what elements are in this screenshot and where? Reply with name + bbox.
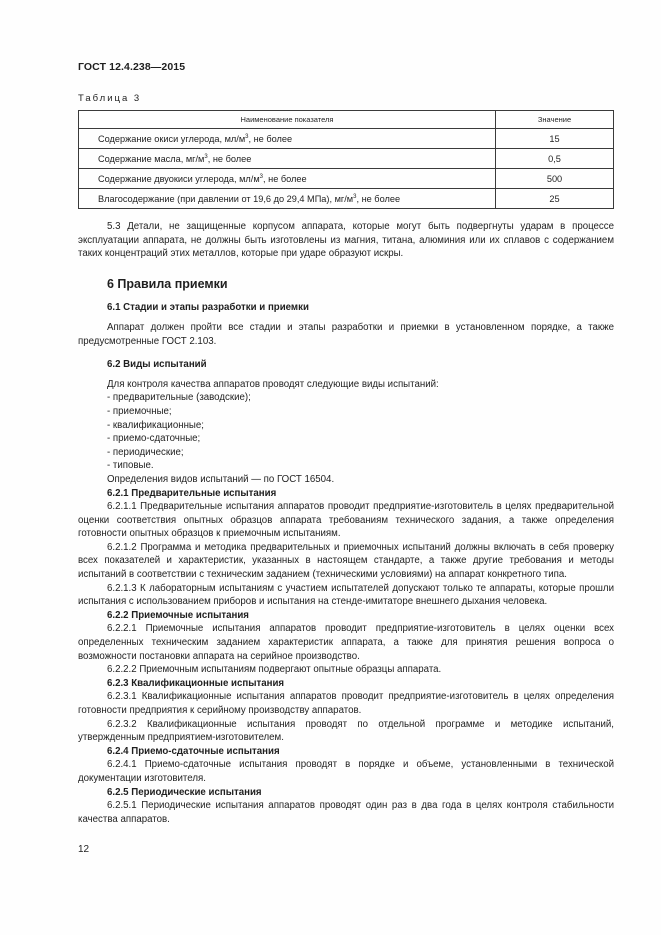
table-row [79, 149, 614, 169]
table-row [79, 129, 614, 149]
list-item: - типовые. [107, 460, 154, 472]
table-caption: Таблица 3 [78, 93, 142, 104]
section-6-title: 6 Правила приемки [107, 276, 228, 291]
section-6-2-2-title: 6.2.2 Приемочные испытания [107, 609, 249, 621]
paragraph-6-2-3-1: 6.2.3.1 Квалификационные испытания аппаратов проводит предприятие-изготовитель в целях определения готовности предприятия к серийному производству аппаратов. [78, 691, 614, 716]
section-6-1-title: 6.1 Стадии и этапы разработки и приемки [107, 302, 309, 314]
indicator-name: Содержание окиси углерода, $мл/м^3$, не более [79, 129, 496, 149]
paragraph-6-2-5-1: 6.2.5.1 Периодические испытания аппаратов проводят один раз в два года в целях контроля стабильности качества аппаратов. [78, 800, 614, 825]
paragraph-6-2-2-1: 6.2.2.1 Приемочные испытания аппаратов проводит предприятие-изготовитель в целях оценки всех определенных техническим заданием характеристик аппарата, а также для принятия решения вопроса о возможности постановки аппарата на серийное производство. [78, 623, 614, 662]
table-row [79, 189, 614, 209]
table-header-row [79, 111, 614, 129]
page-number: 12 [78, 844, 90, 855]
indicator-value: 0,5 [496, 149, 614, 169]
indicator-name: Содержание масла, $мг/м^3$, не более [79, 149, 496, 169]
section-6-2-3-title: 6.2.3 Квалификационные испытания [107, 677, 285, 689]
indicator-value: 15 [496, 129, 614, 149]
indicator-name: Содержание двуокиси углерода, $мл/м^3$, не более [79, 169, 496, 189]
paragraph-5-3: 5.3 Детали, не защищенные корпусом аппарата, которые могут быть подвергнуты ударам в процессе эксплуатации аппарата, не должны быть изготовлены из магния, титана, алюминия или их сплавов с содержанием таких концентраций этих металлов, которые при ударе образуют искры. [78, 221, 614, 260]
section-6-2-1-title: 6.2.1 Предварительные испытания [107, 487, 277, 499]
section-6-1-text: Аппарат должен пройти все стадии и этапы разработки и приемки в установленном порядке, а также предусмотренные ГОСТ 2.103. [78, 321, 614, 347]
section-6-2-title: 6.2 Виды испытаний [107, 359, 207, 371]
list-item: - квалификационные; [107, 419, 204, 431]
section-6-2-4-title: 6.2.4 Приемо-сдаточные испытания [107, 745, 280, 757]
document-header: ГОСТ 12.4.238—2015 [78, 61, 186, 73]
indicator-table [78, 110, 614, 209]
paragraph-6-2-1-2: 6.2.1.2 Программа и методика предварительных и приемочных испытаний должны включать в себя проверку всех показателей и характеристик, указанных в настоящем стандарте, а также другие требования и методы испытаний в соответствии с техническим заданием (техническими условиями) на аппарат конкретного типа. [78, 541, 614, 581]
paragraph-6-2-2-2: 6.2.2.2 Приемочным испытаниям подвергают опытные образцы аппарата. [107, 664, 442, 676]
paragraph-6-2-1-3: 6.2.1.3 К лабораторным испытаниям с участием испытателей допускают только те аппараты, которые прошли испытания с использованием приборов и испытания на стенде-имитаторе внешнего дыхания человека. [78, 582, 614, 608]
list-item: - приемо-сдаточные; [107, 433, 201, 445]
list-item: - приемочные; [107, 405, 172, 417]
list-item: - предварительные (заводские); [107, 392, 251, 404]
indicator-name: Влагосодержание (при давлении от 19,6 до 29,4 МПа), $мг/м^3$, не более [79, 189, 496, 209]
indicator-value: 500 [496, 169, 614, 189]
section-6-2-intro: Для контроля качества аппаратов проводят следующие виды испытаний: [107, 378, 439, 390]
indicator-value: 25 [496, 189, 614, 209]
test-definitions-reference: Определения видов испытаний — по ГОСТ 16504. [107, 473, 335, 485]
paragraph-6-2-1-1: 6.2.1.1 Предварительные испытания аппаратов проводит предприятие-изготовитель в целях предварительной оценки соответствия опытных образцов аппарата требованиям технического задания, а также определения готовности опытных образцов к приемочным испытаниям. [78, 501, 614, 540]
document-body [78, 220, 614, 826]
test-types-list [78, 391, 614, 473]
column-header-name: Наименование показателя [79, 111, 496, 129]
column-header-value: Значение [496, 111, 614, 129]
section-6-2-5-title: 6.2.5 Периодические испытания [107, 786, 262, 798]
table-row [79, 169, 614, 189]
paragraph-6-2-4-1: 6.2.4.1 Приемо-сдаточные испытания проводят в порядке и объеме, установленными в технической документации изготовителя. [78, 759, 614, 784]
paragraph-6-2-3-2: 6.2.3.2 Квалификационные испытания проводят по отдельной программе и методике испытаний, утвержденным предприятием-изготовителем. [78, 718, 614, 744]
list-item: - периодические; [107, 446, 184, 458]
